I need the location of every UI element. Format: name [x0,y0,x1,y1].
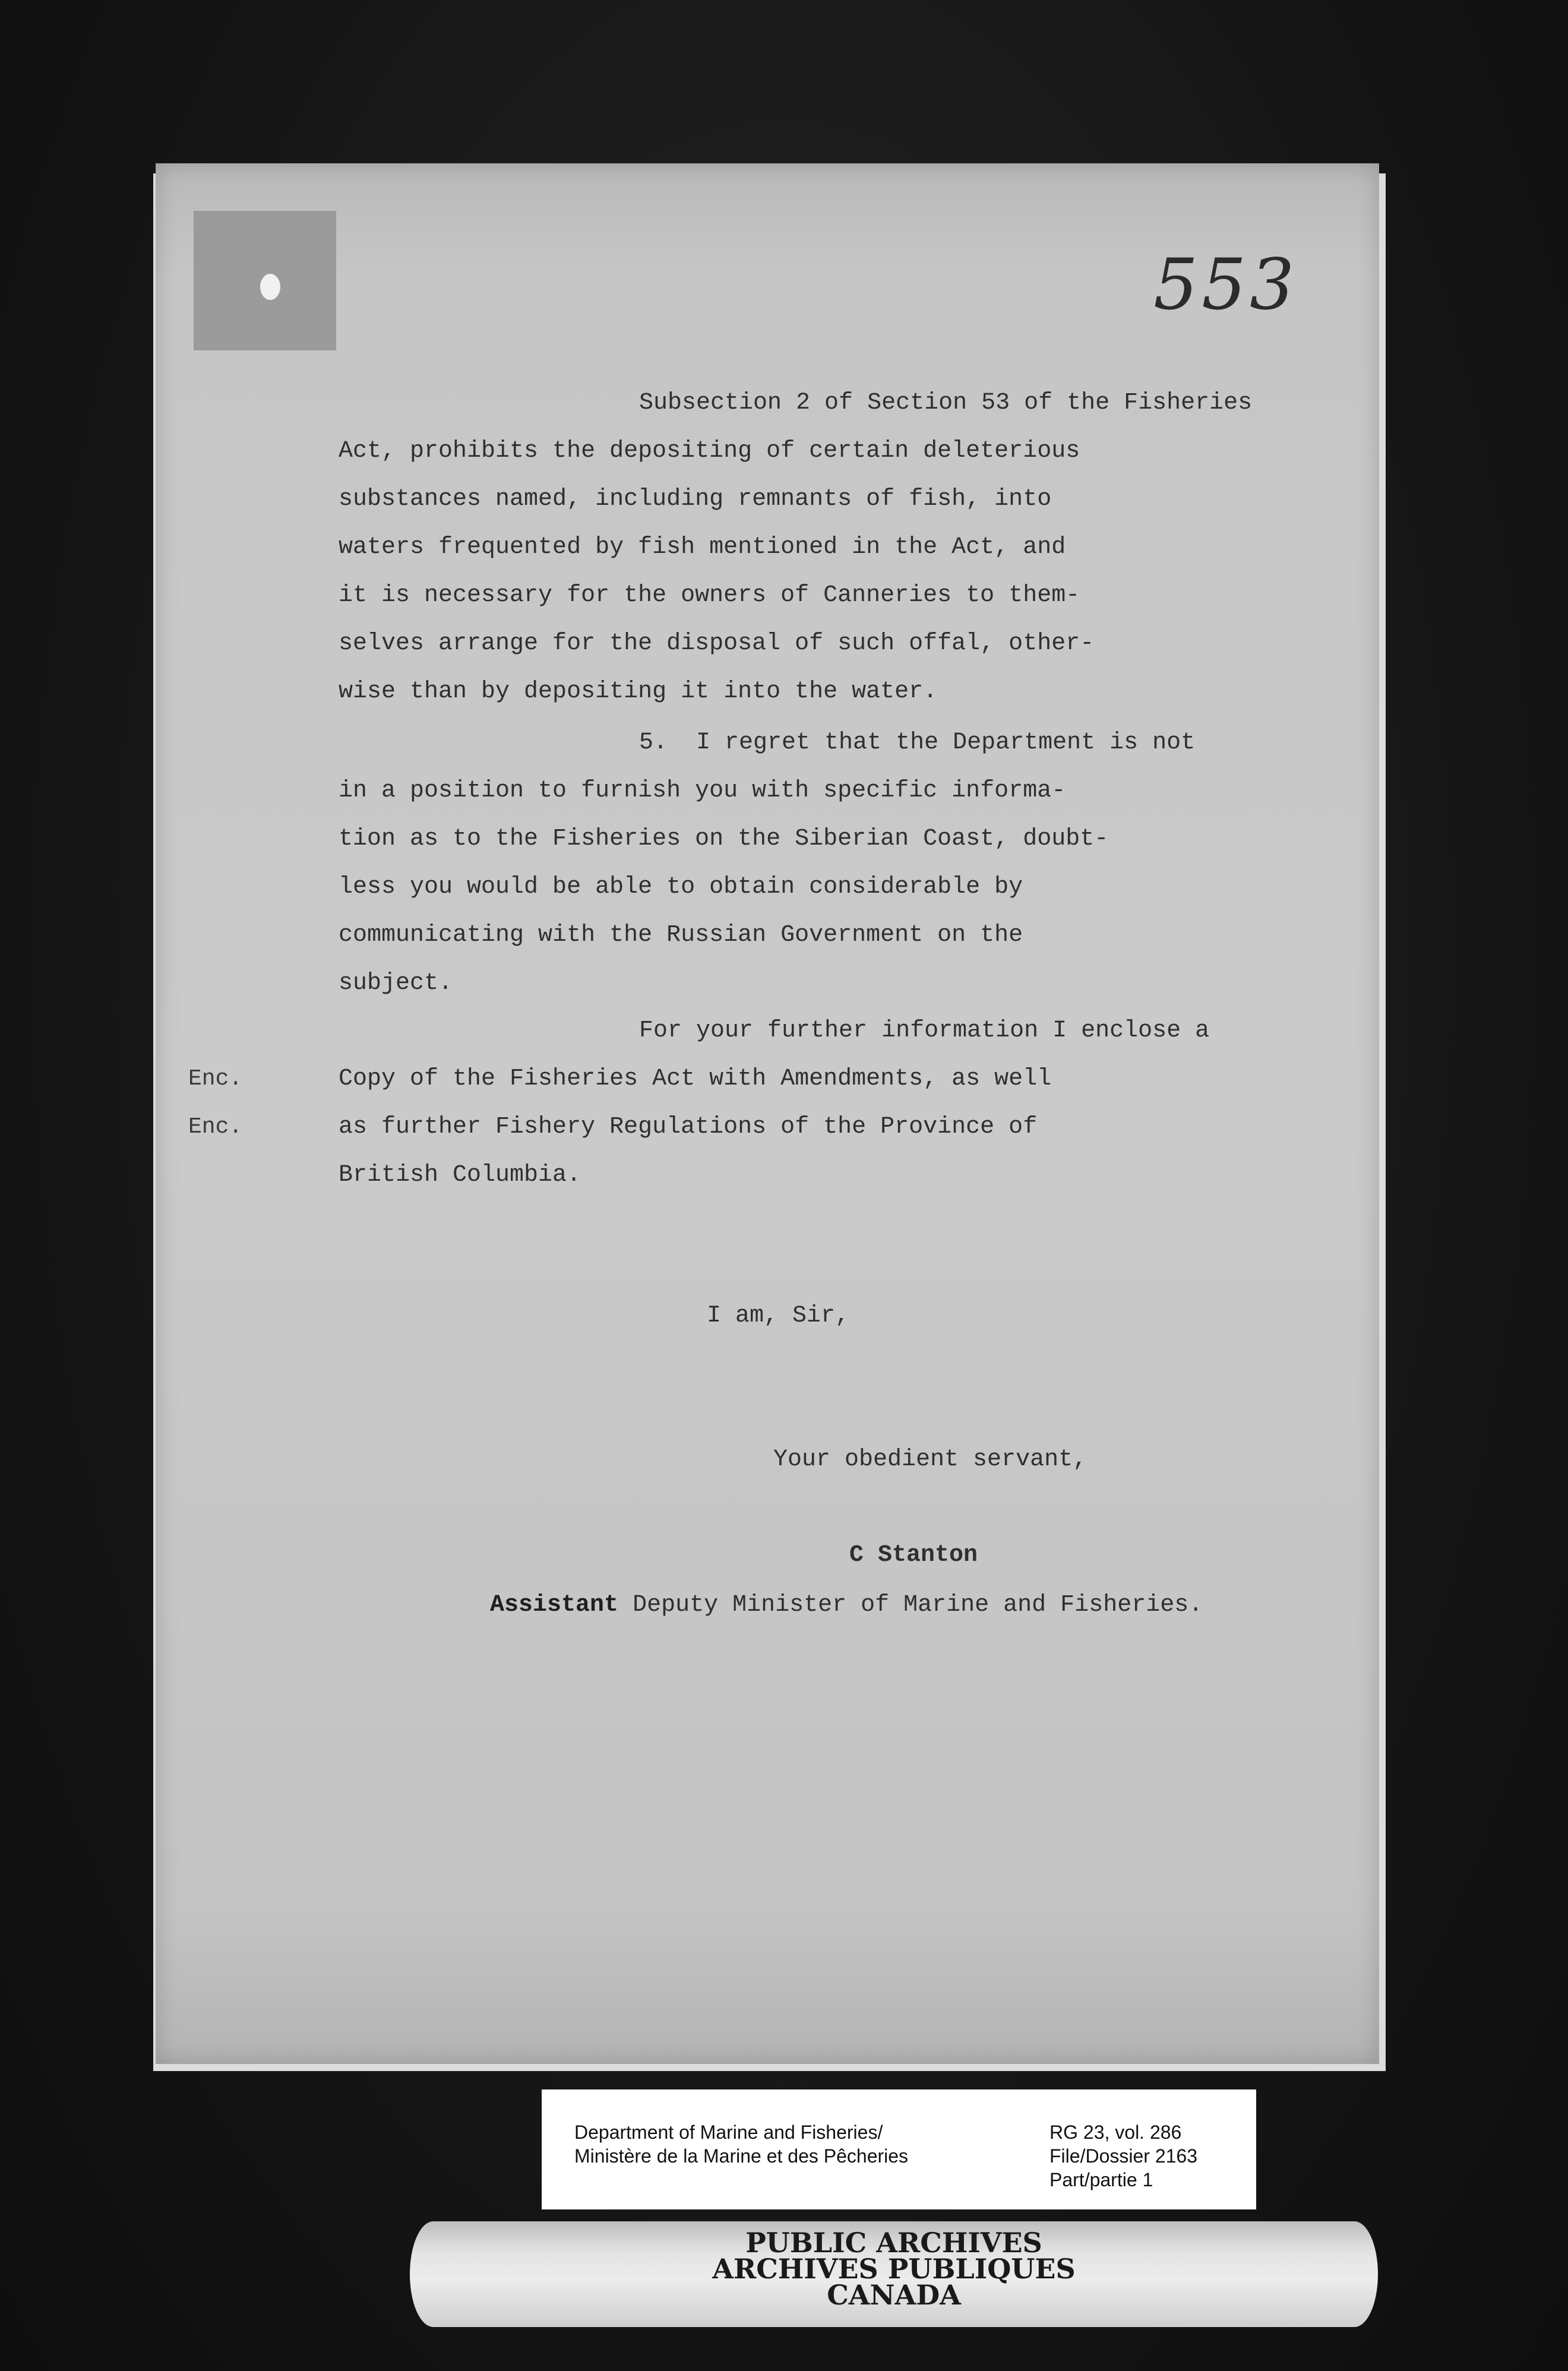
text-line: tion as to the Fisheries on the Siberian Coast, doubt- [339,826,1109,852]
text-line: For your further information I enclose a [639,1017,1210,1044]
file-number: File/Dossier 2163 [1049,2145,1197,2167]
text-line: in a position to furnish you with specific informa- [339,777,1066,804]
stamp-line: ARCHIVES PUBLIQUES [712,2253,1076,2285]
stamp-line: PUBLIC ARCHIVES [745,2227,1042,2259]
title-prefix: Assistant [490,1592,619,1618]
label-reference [1049,2120,1197,2192]
text-line: waters frequented by fish mentioned in the Act, and [339,534,1066,561]
text-line: selves arrange for the disposal of such offal, other- [339,630,1095,657]
text-line: less you would be able to obtain considerable by [339,874,1023,900]
folio-number: 553 [1153,244,1298,325]
department-french: Ministère de la Marine et des Pêcheries [574,2145,909,2167]
text-line: substances named, including remnants of fish, into [339,486,1052,513]
text-line: Subsection 2 of Section 53 of the Fisheries [639,390,1253,416]
text-line: as further Fishery Regulations of the Province of [339,1114,1038,1140]
title-text: Deputy Minister of Marine and Fisheries. [633,1592,1203,1618]
text-line: it is necessary for the owners of Canneries to them- [339,582,1080,609]
text-line: communicating with the Russian Government on the [339,922,1023,949]
stamp-text [410,2227,1378,2311]
text-line: Copy of the Fisheries Act with Amendments, as well [339,1066,1052,1092]
complimentary-close: Your obedient servant, [773,1446,1088,1473]
text-line: subject. [339,970,453,997]
paragraph-enclosure [339,1007,1259,1199]
signatory-title [490,1592,1203,1618]
enclosure-note: Enc. [188,1066,243,1092]
record-group: RG 23, vol. 286 [1049,2122,1182,2143]
text-line: British Columbia. [339,1162,581,1188]
text-line: Act, prohibits the depositing of certain deleterious [339,438,1080,464]
text-line: 5. I regret that the Department is not [639,729,1196,756]
signatory-name: C Stanton [849,1542,978,1569]
archives-stamp [410,2221,1378,2327]
department-english: Department of Marine and Fisheries/ [574,2122,883,2143]
text-line: wise than by depositing it into the water. [339,678,938,705]
label-department [574,2120,908,2168]
archive-label [542,2089,1256,2209]
stamp-line: CANADA [827,2279,961,2311]
paragraph-regret [339,719,1259,1007]
salutation: I am, Sir, [707,1303,850,1329]
enclosure-note: Enc. [188,1114,243,1140]
part-number: Part/partie 1 [1049,2169,1153,2190]
paragraph-subsection [339,379,1259,716]
punch-hole [260,274,280,300]
